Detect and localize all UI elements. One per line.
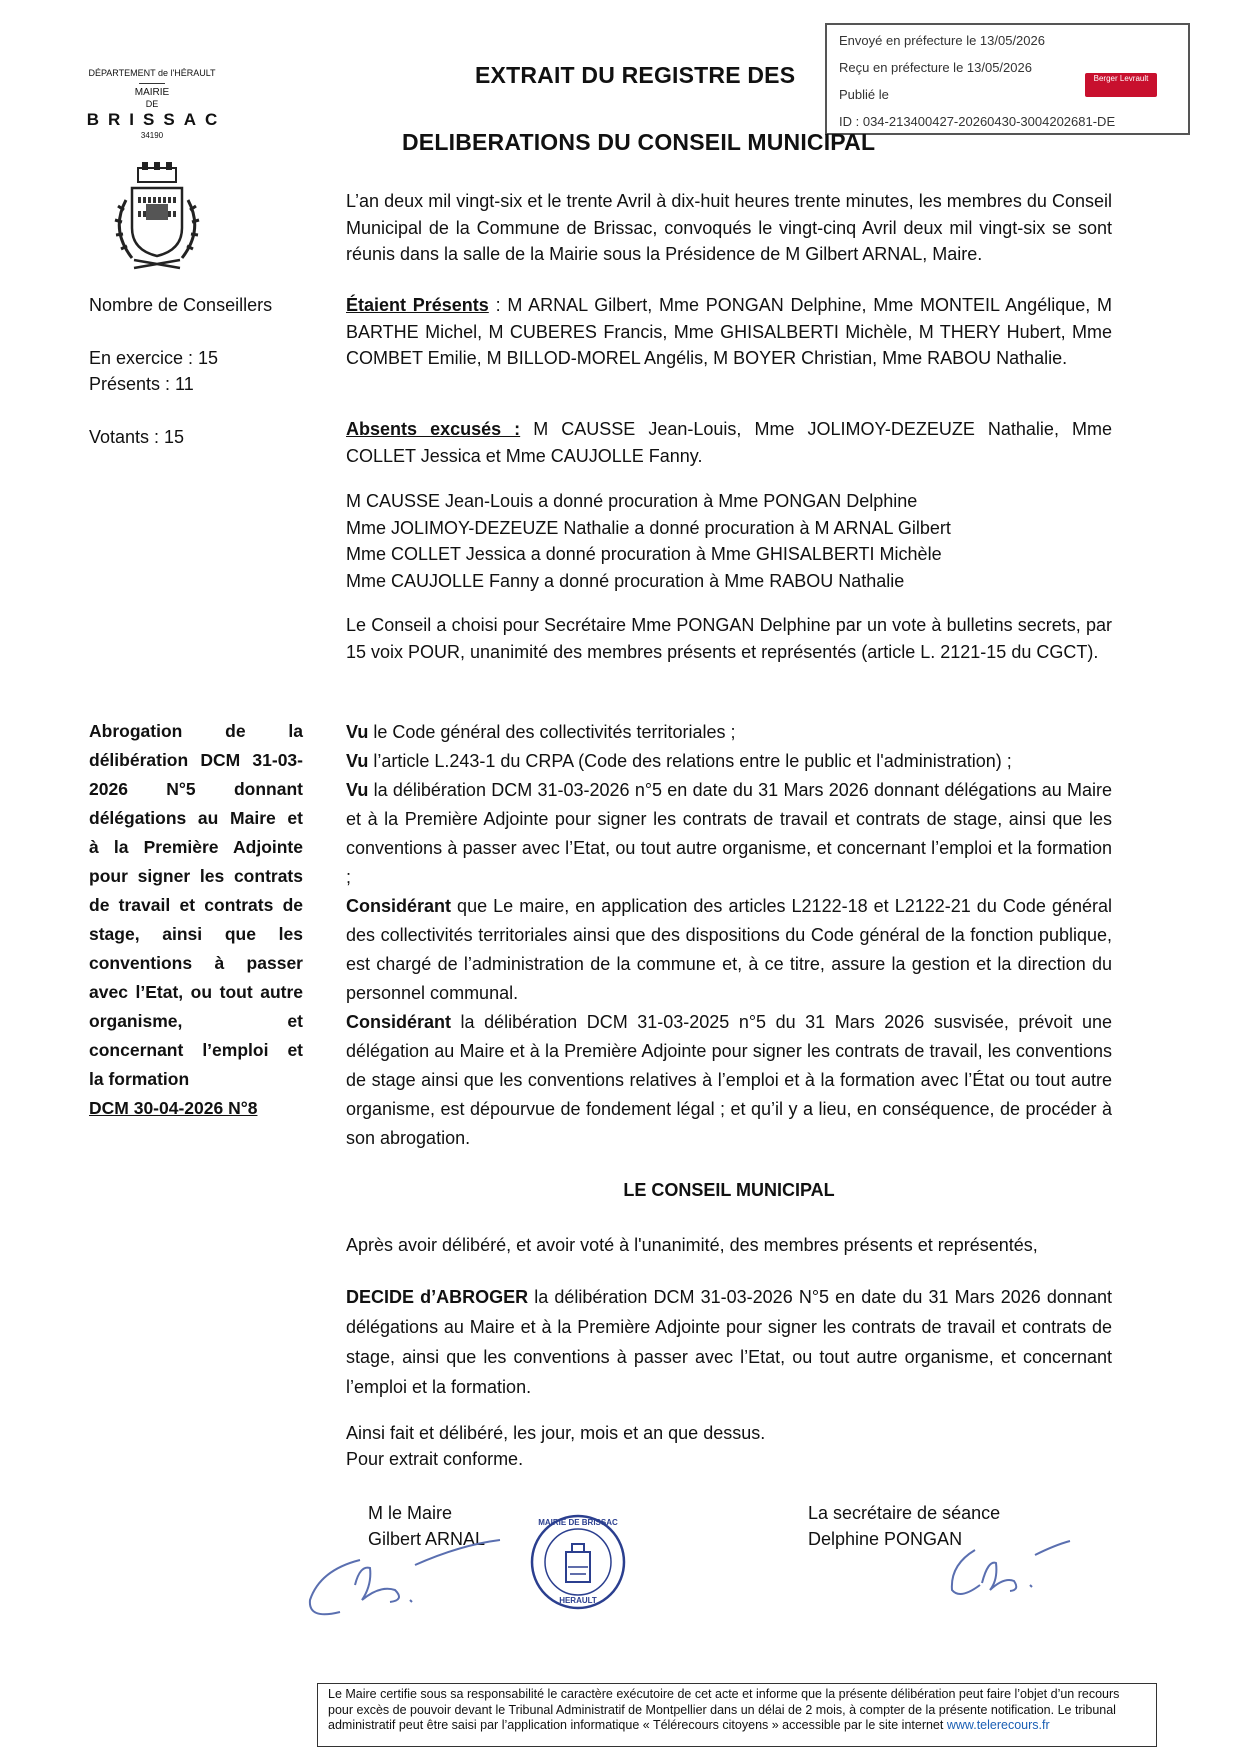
apres-paragraph: Après avoir délibéré, et avoir voté à l'unanimité, des membres présents et représentés, [346,1235,1038,1255]
decide-keyword: DECIDE d’ABROGER [346,1287,529,1307]
closing-1: Ainsi fait et délibéré, les jour, mois et an que dessus. [346,1423,766,1443]
visa-text: l’article L.243-1 du CRPA (Code des relations entre le public et l'administration) ; [368,751,1012,771]
presents-label: Étaient Présents [346,295,489,315]
mairie-block [62,68,242,140]
procuration-line: Mme COLLET Jessica a donné procuration à Mme GHISALBERTI Michèle [346,544,942,564]
visa-item [346,718,1112,747]
deliberation-ref: DCM 30-04-2026 N°8 [89,1098,258,1118]
stamp-id: ID : 034-213400427-20260430-3004202681-DE [839,114,1116,129]
absents-label: Absents excusés : [346,419,521,439]
procurations [346,488,951,594]
side-summary [89,717,303,1123]
presents-list: : M ARNAL Gilbert, Mme PONGAN Delphine, Mme MONTEIL Angélique, M BARTHE Michel, M CUBERES Francis, Mme GHISALBERTI Michèle, M THERY Hubert, Mme COMBET Emilie, M BILLOD-MOREL Angélis, M BOYER Christian, Mme RABOU Nathalie. [346,295,1112,368]
footer-text: Le Maire certifie sous sa responsabilité le caractère exécutoire de cet acte et informe que la présente délibération peut faire l’objet d’un recours pour excès de pouvoir devant le Tribunal Administratif de Montpellier dans un délai de 2 mois, à compter de la présente notification. Le tribunal administratif peut être saisi par l’application informatique « Télérecours citoyens » accessible par le site internet [328,1687,1120,1732]
side-line: concernant l’emploi et [89,1040,303,1060]
side-line: délégations au Maire et [89,808,303,828]
visas [346,718,1112,1153]
code-postal: 34190 [140,131,164,140]
visa-item [346,892,1112,1008]
closing-2: Pour extrait conforme. [346,1449,524,1469]
side-line: de travail et contrats de [89,895,303,915]
absents-list: M CAUSSE Jean-Louis, Mme JOLIMOY-DEZEUZE Nathalie, Mme COLLET Jessica et Mme CAUJOLLE Fanny. [346,419,1112,466]
berger-levrault-logo: Berger Levrault [1085,73,1157,97]
visa-keyword: Vu [346,722,369,742]
visa-item [346,747,1112,776]
stamp-publie: Publié le [839,87,889,102]
divider [139,83,165,84]
presents-paragraph [346,292,1112,372]
visa-keyword: Vu [346,780,369,800]
side-line: conventions à passer [89,953,303,973]
absents-paragraph [346,416,1112,469]
decide-paragraph [346,1282,1112,1402]
visa-keyword: Vu [346,751,369,771]
side-line: stage, ainsi que les [89,924,303,944]
seal-top-text: MAIRIE DE BRISSAC [538,1518,618,1527]
coat-of-arms-icon [102,160,212,278]
mairie-label: MAIRIE [134,87,170,98]
conseil-title: LE CONSEIL MUNICIPAL [623,1180,835,1200]
mairie-de: DE [145,99,159,109]
secretaire-signature-icon [940,1535,1075,1605]
visa-keyword: Considérant [346,1012,452,1032]
count-exercice: En exercice : 15 [89,348,219,368]
side-line: à la Première Adjointe [89,837,303,857]
side-line: organisme, et [89,1011,303,1031]
mairie-seal [528,1512,628,1612]
secretaire-name: Delphine PONGAN [808,1529,963,1549]
visa-keyword: Considérant [346,896,452,916]
legal-footer [317,1683,1157,1747]
side-line: 2026 N°5 donnant [89,779,303,799]
visa-text: le Code général des collectivités territoriales ; [368,722,736,742]
secretaire-paragraph: Le Conseil a choisi pour Secrétaire Mme PONGAN Delphine par un vote à bulletins secrets, par 15 voix POUR, unanimité des membres présents et représentés (article L. 2121-15 du CGCT). [346,615,1112,662]
commune-name: BRISSAC [86,110,227,129]
departement: DÉPARTEMENT de l'HÉRAULT [88,68,216,78]
visa-item [346,1008,1112,1153]
procuration-line: Mme CAUJOLLE Fanny a donné procuration à Mme RABOU Nathalie [346,570,905,591]
maire-title: M le Maire [368,1503,453,1523]
maire-name: Gilbert ARNAL [368,1529,486,1549]
seal-bottom-text: HERAULT [559,1596,597,1605]
procuration-line: Mme JOLIMOY-DEZEUZE Nathalie a donné procuration à M ARNAL Gilbert [346,517,951,538]
procuration-line: M CAUSSE Jean-Louis a donné procuration à Mme PONGAN Delphine [346,491,918,511]
side-line: délibération DCM 31-03- [89,750,303,770]
title-line-2: DELIBERATIONS DU CONSEIL MUNICIPAL [402,129,876,155]
visa-text: que Le maire, en application des articles L2122-18 et L2122-21 du Code général des collectivités territoriales ainsi que des dispositions du Code général de la fonction publique, est chargé de l’administration de la commune et, à ce titre, assure la gestion et la direction du personnel communal. [346,896,1112,1003]
telerecours-link[interactable]: www.telerecours.fr [946,1718,1050,1732]
side-line: avec l’Etat, ou tout autre [89,982,303,1002]
side-line: Abrogation de la [89,721,303,741]
side-line: la formation [89,1069,190,1089]
decide-text: la délibération DCM 31-03-2026 N°5 en date du 31 Mars 2026 donnant délégations au Maire et à la Première Adjointe pour signer les contrats de travail et contrats de stage, ainsi que les conventions à passer avec l’Etat, ou tout autre organisme, et concernant l’emploi et la formation. [346,1287,1112,1397]
prefecture-stamp [825,23,1190,135]
visa-text: la délibération DCM 31-03-2025 n°5 du 31 Mars 2026 susvisée, prévoit une délégation au Maire et à la Première Adjointe pour signer les contrats de travail, les conventions de stage ainsi que les conventions relatives à l’emploi et à la formation avec l’État ou tout autre organisme, est dépourvue de fondement légal ; et qu’il y a lieu, en conséquence, de procéder à son abrogation. [346,1012,1112,1148]
maire-signature-icon [300,1530,510,1625]
secretaire-title: La secrétaire de séance [808,1503,1001,1523]
stamp-recu: Reçu en préfecture le 13/05/2026 [839,60,1032,75]
title-line-1: EXTRAIT DU REGISTRE DES [475,62,796,88]
count-label: Nombre de Conseillers [89,295,273,315]
stamp-envoye: Envoyé en préfecture le 13/05/2026 [839,33,1045,48]
visa-item [346,776,1112,892]
intro-paragraph: L’an deux mil vingt-six et le trente Avril à dix-huit heures trente minutes, les membres du Conseil Municipal de la Commune de Brissac, convoqués le vingt-cinq Avril deux mil vingt-six se sont réunis dans la salle de la Mairie sous la Présidence de M Gilbert ARNAL, Maire. [346,191,1112,264]
side-line: pour signer les contrats [89,866,303,886]
visa-text: la délibération DCM 31-03-2026 n°5 en date du 31 Mars 2026 donnant délégations au Maire et à la Première Adjointe pour signer les contrats de travail et contrats de stage, ainsi que les conventions à passer avec l’Etat, ou tout autre organisme, et concernant l’emploi et la formation ; [346,780,1112,887]
count-votants: Votants : 15 [89,427,185,447]
count-presents: Présents : 11 [89,374,194,394]
